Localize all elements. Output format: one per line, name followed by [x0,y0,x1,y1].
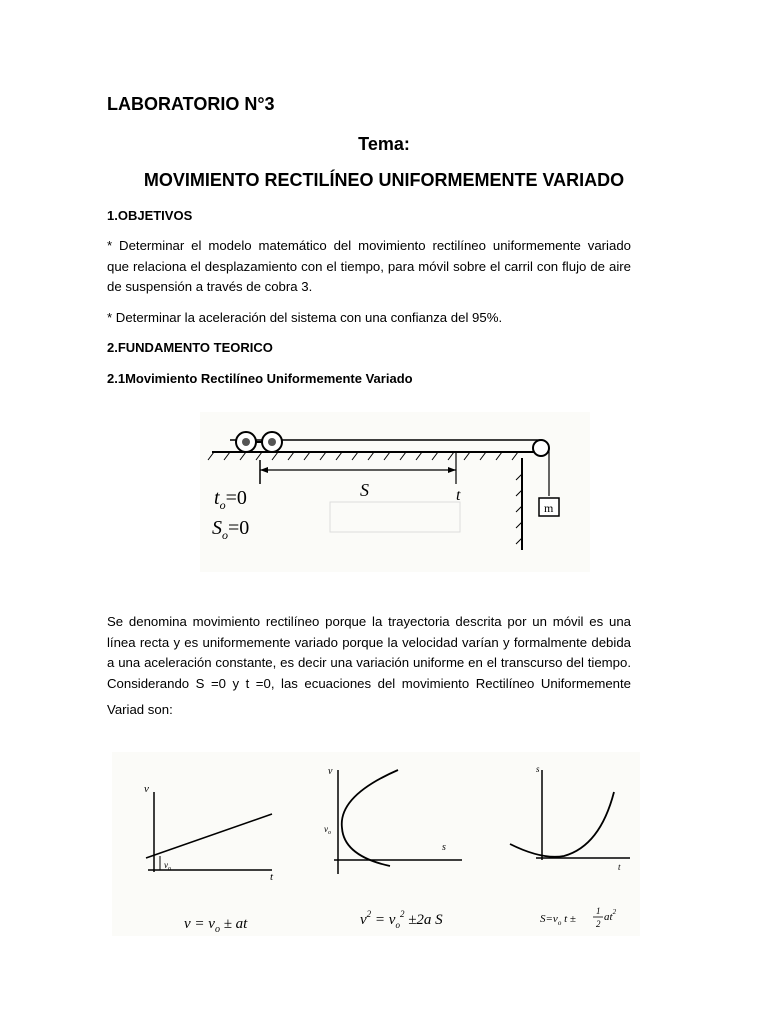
description-line: línea recta y es uniformemente variado porque la velocidad varían y formalmente debida [107,634,631,650]
main-title: MOVIMIENTO RECTILÍNEO UNIFORMEMENTE VARIADO [143,170,625,190]
graph3-equation-subscript: o [557,919,562,927]
graph3-equation-tail: at [604,911,613,923]
objetivos-heading: 1.OBJETIVOS [107,208,193,223]
objetivo-2 [107,308,631,329]
objetivo-2-line: * Determinar la aceleración del sistema con una confianza del 95%. [107,310,503,325]
graph2-v0-subscript: o [328,830,331,836]
objetivo-1-line: de suspensión a través de cobra 3. [107,279,313,294]
s0-subscript: o [222,528,228,542]
graph3-y-axis-label: s [536,764,540,774]
graph2-x-axis-label: s [442,842,446,853]
s0-label: S [212,517,222,539]
svg-text:to=0 [214,487,247,512]
graph1-y-axis-label: v [144,783,149,795]
graph3-equation-superscript: 2 [612,908,617,916]
graph2-equation-rest: ±2a S [404,912,443,928]
graph1-equation-rest: ± at [219,916,248,932]
description-line: Se denomina movimiento rectilíneo porque la trayectoria descrita por un móvil es una [107,614,631,629]
mruv-graphs-figure [112,752,640,936]
graph1-v0-subscript: o [168,866,171,872]
t0-label: t [214,487,220,509]
s0-value: =0 [228,517,250,539]
graph3-equation-rest: t ± [561,913,576,925]
graph2-equation-superscript: 2 [366,909,372,919]
description-line: a una aceleración constante, es decir una variación uniforme en el transcurso del tiempo. [107,655,631,670]
mass-label: m [544,501,554,515]
objetivo-1 [107,236,631,298]
description-paragraph [107,612,631,721]
graph3-fraction-numerator: 1 [596,906,601,916]
description-line: Variad son: [107,702,173,717]
s-label: S [360,480,369,500]
graph2-equation-subscript: o [395,920,400,930]
graph2-v0-label: v [324,824,328,834]
fundamento-subheading: 2.1Movimiento Rectilíneo Uniformemente Variado [107,371,413,386]
objetivo-1-line: * Determinar el modelo matemático del movimiento rectilíneo uniformemente variado [107,238,631,253]
graph1-v0-label: v [164,860,168,870]
t-label: t [456,487,461,504]
graph3-equation: S=v [540,913,558,925]
graph1-equation: v = v [184,916,215,932]
graph3-fraction-denominator: 2 [596,919,601,929]
graph1-x-axis-label: t [270,871,274,883]
graph2-equation: v [360,912,367,928]
svg-text:So=0 [212,517,249,542]
objetivo-1-line: que relaciona el desplazamiento con el tiempo, para móvil sobre el carril con flujo de aire [107,258,631,274]
tema-label: Tema: [358,134,410,154]
lab-title: LABORATORIO N°3 [107,94,275,114]
t0-subscript: o [219,498,226,512]
graph3-x-axis-label: t [618,862,621,872]
fundamento-heading: 2.FUNDAMENTO TEORICO [107,340,273,355]
air-track-diagram [200,412,590,572]
description-line: Considerando S =0 y t =0, las ecuaciones del movimiento Rectilíneo Uniformemente [107,675,631,691]
graph2-equation-superscript-2: 2 [399,909,405,919]
t0-value: =0 [225,487,247,509]
graph1-equation-subscript: o [214,924,220,935]
graph2-equation-mid: = v [371,912,396,928]
graph2-y-axis-label: v [328,766,333,777]
